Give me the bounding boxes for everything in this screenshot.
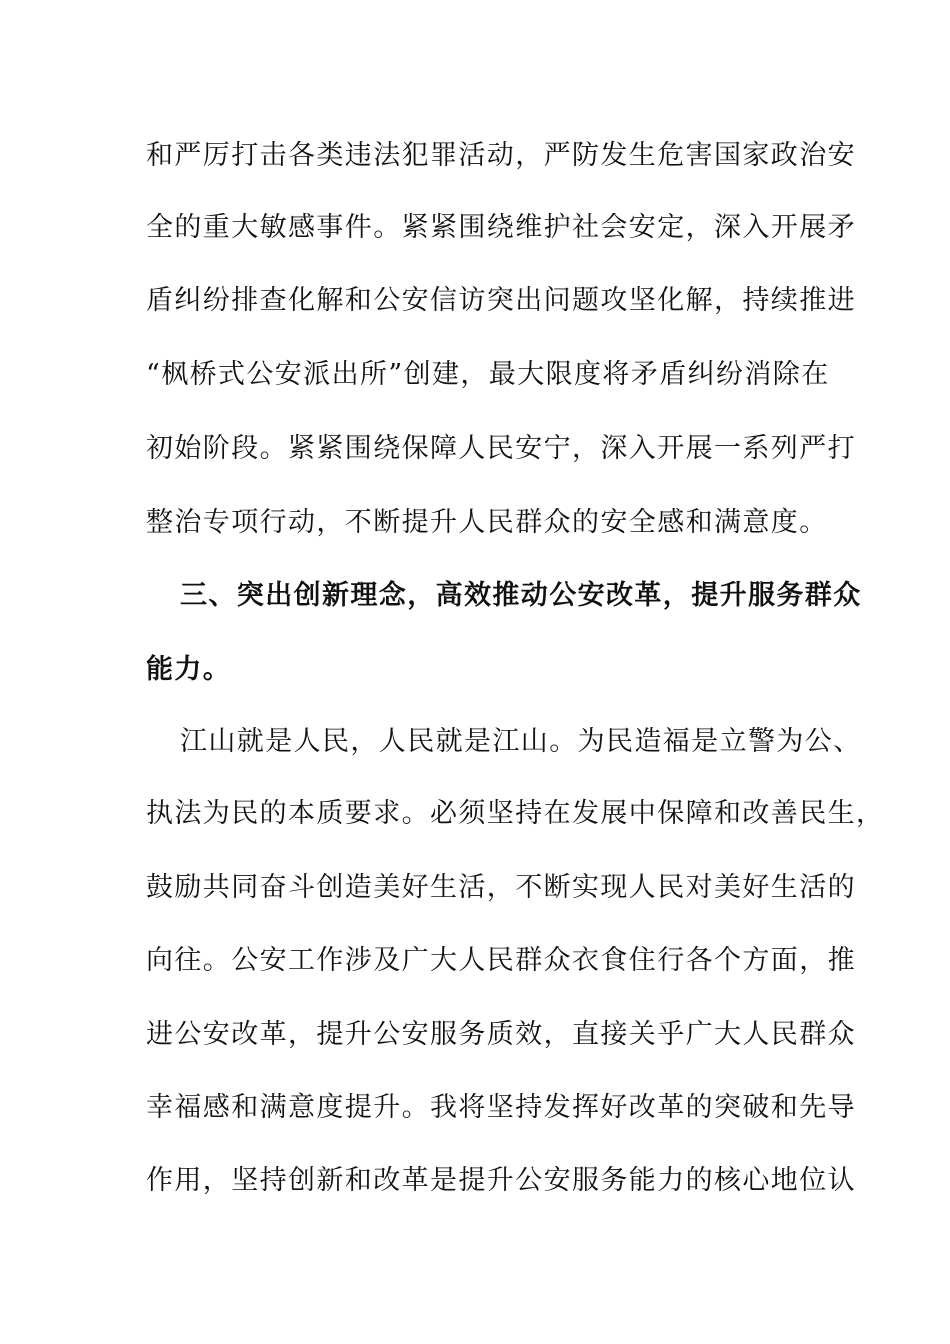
- paragraph-line: 江山就是人民，人民就是江山。为民造福是立警为公、: [180, 726, 862, 757]
- paragraph-line: 鼓励共同奋斗创造美好生活，不断实现人民对美好生活的: [146, 872, 856, 903]
- paragraph-line: 和严厉打击各类违法犯罪活动，严防发生危害国家政治安: [146, 140, 856, 171]
- section-heading-continued: 能力。: [146, 654, 232, 685]
- paragraph-line: 向往。公安工作涉及广大人民群众衣食住行各个方面，推: [146, 945, 856, 976]
- paragraph-line: 整治专项行动，不断提升人民群众的安全感和满意度。: [146, 507, 828, 538]
- paragraph-line: 幸福感和满意度提升。我将坚持发挥好改革的突破和先导: [146, 1092, 856, 1123]
- section-heading: 三、突出创新理念，高效推动公安改革，提升服务群众: [180, 580, 862, 611]
- paragraph-line: 盾纠纷排查化解和公安信访突出问题攻坚化解，持续推进: [146, 285, 856, 316]
- paragraph-line: 初始阶段。紧紧围绕保障人民安宁，深入开展一系列严打: [146, 433, 856, 464]
- paragraph-line: 作用，坚持创新和改革是提升公安服务能力的核心地位认: [146, 1165, 856, 1196]
- paragraph-line: 执法为民的本质要求。必须坚持在发展中保障和改善民生，: [146, 798, 885, 829]
- paragraph-line: 全的重大敏感事件。紧紧围绕维护社会安定，深入开展矛: [146, 212, 856, 243]
- paragraph-line: “枫桥式公安派出所”创建，最大限度将矛盾纠纷消除在: [146, 359, 830, 390]
- paragraph-line: 进公安改革，提升公安服务质效，直接关乎广大人民群众: [146, 1019, 856, 1050]
